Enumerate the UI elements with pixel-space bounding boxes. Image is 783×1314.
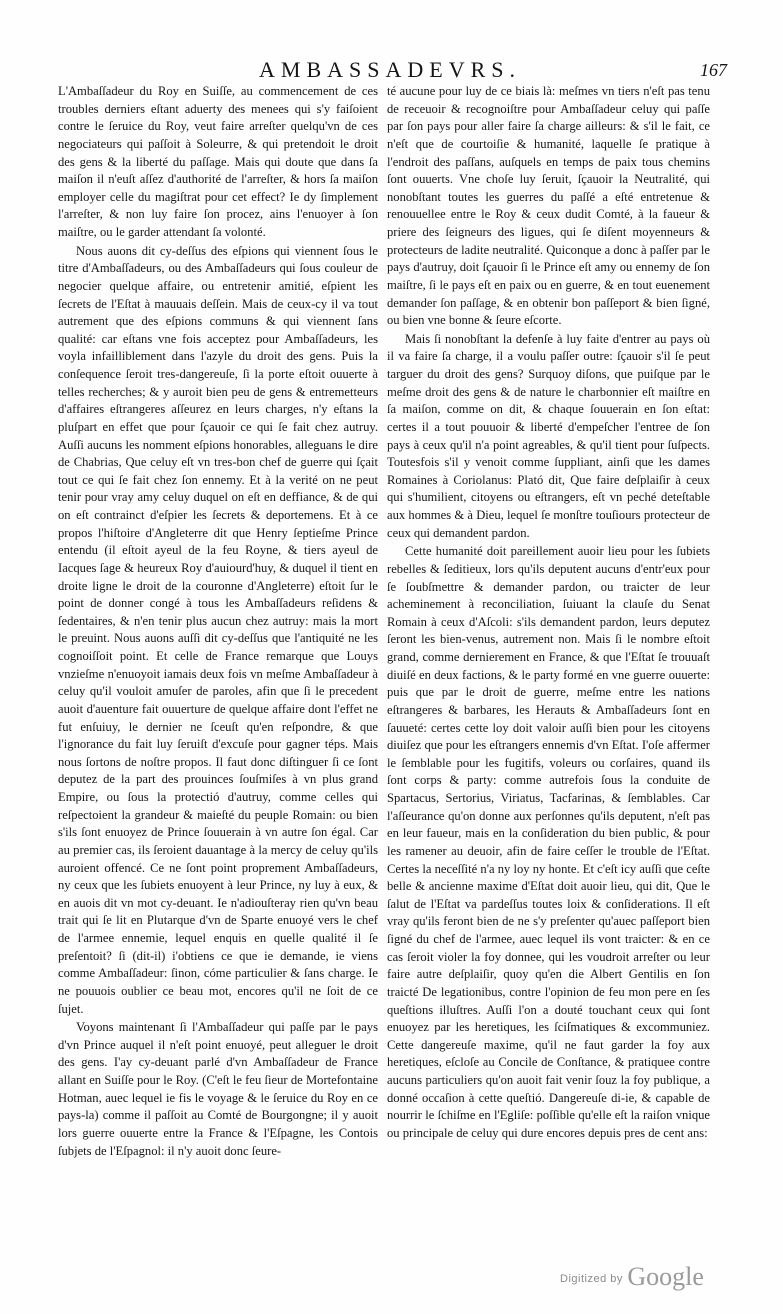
right-column [387,83,710,1143]
page-number: 167 [700,60,727,80]
paragraph: L'Ambaſſadeur du Roy en Suiſſe, au commencement de ces troubles derniers eſtant aduerty des menees qui s'y faiſoient contre le ſeruice du Roy, veut faire arreſter quelqu'vn de ces negociateurs qui paſſoit à Soleurre, & qui pretendoit le droit des gens & la liberté du paſſage. Mais qui doute que dans ſa maiſon il n'euſt aſſez d'authorité de l'arreſter, & hors ſa maiſon employer celle du magiſtrat pour cet effect? Ie dy ſimplement l'arreſter, & non luy faire ſon procez, ains l'enuoyer à ſon maiſtre, ou le garder attendant ſa volonté. [58,84,378,239]
paragraph: Mais ſi nonobſtant la defenſe à luy faite d'entrer au pays où il va faire ſa charge, il a voulu paſſer outre: ſçauoir s'il ſe peut targuer du droit des gens? Surquoy diſons, que puiſque par le meſme droit des gens & de nature le charbonnier eſt maiſtre en ſa maiſon, comme on dit, & chaque ſouuerain en ſon eſtat: certes il a tout pouuoir & liberté d'empeſcher l'entree de ſon pays à ceux qu'il n'a point agreables, & qu'il tient pour ſuſpects. Toutesfois s'il y venoit comme ſuppliant, ainſi que les dames Romaines à Coriolanus: Plató dit, Que faire deſplaiſir à ceux qui s'humilient, citoyens ou eſtrangers, eſt vn peché deteſtable aux hommes & à Dieu, lequel ſe monſtre touſiours protecteur de ceux qui demandent pardon. [387,331,710,540]
paragraph: Voyons maintenant ſi l'Ambaſſadeur qui paſſe par le pays d'vn Prince auquel il n'eſt point enuoyé, peut alleguer le droit des gens. I'ay cy-deuant parlé d'vn Ambaſſadeur de France allant en Suiſſe pour le Roy. (C'eſt le feu ſieur de Mortefontaine Hotman, auec lequel ie fis le voyage & le ſeruice du Roy en ce pays-la) comme il paſſoit au Comté de Bourgongne; il y auoit lors guerre ouuerte entre la France & l'Eſpagne, les Contois ſubjets de l'Eſpagnol: il n'y auoit donc ſeure- [58,1020,378,1158]
digitized-by-label: Digitized by [560,1273,623,1285]
paragraph: Nous auons dit cy-deſſus des eſpions qui viennent ſous le titre d'Ambaſſadeurs, ou des Ambaſſadeurs qui ſous couleur de negocier quelque affaire, ou entretenir amitié, eſpient les ſecrets de l'Eſtat à mauuais deſſein. Mais de ceux-cy il va tout autrement que des eſpions communs & qui viennent ſans qualité: car eſtans vne fois acceptez pour Ambaſſadeurs, les voyla infailliblement dans l'azyle du droit des gens. Puis la conſequence ſeroit tres-dangereuſe, ſi la porte eſtoit ouuerte à telles recherches; & y auroit bien peu de gens & entremetteurs d'affaires eſtrangeres aſſeurez en leurs charges, n'y eſtans la pluſpart en effet que pour ſçauoir ce qui ſe fait chez autruy. Auſſi aucuns les nomment eſpions honorables, alleguans le dire de Chabrias, Que celuy eſt vn tres-bon chef de guerre qui ſçait tout ce qui ſe fait chez ſon ennemy. Et à la verité on ne peut tenir pour vray amy celuy duquel on eſt en deffiance, & de qui on eſt contrainct d'eſpier les ſecrets & deportemens. Et à ce propos l'hiſtoire d'Angleterre dit que Henry ſeptieſme Prince entendu (il eſtoit ayeul de la feu Royne, & tiers ayeul de Iacques ſage & heureux Roy d'auiourd'huy, & duquel il tient en droite ligne le droit de la couronne d'Angleterre) eſtoit ſur le point de donner congé à tous les Ambaſſadeurs reſidens & ſedentaires, & n'en tenir plus aucun chez autruy: mais la mort le preuint. Nous auons auſſi dit cy-deſſus que l'antiquité ne les cognoiſſoit point. Et celle de France remarque que Louys vnzieſme n'enuoyoit iamais deux fois vn meſme Ambaſſadeur à celuy qu'il vouloit amuſer de paroles, afin que ſi le precedent auoit d'auenture fait ouuerture de quelque affaire dont l'effet ne fut enſuiuy, le dernier ne ſceuſt qu'en reſpondre, & que l'ignorance du fait luy ſeruiſt d'excuſe pour gagner téps. Mais nous ſortons de noſtre propos. Il faut donc diſtinguer ſi ce ſont deputez de la part des prouinces ſouſmiſes à vn plus grand Empire, ou ſous la protectió d'autruy, comme celles qui reſpectoient la grandeur & maieſté du peuple Romain: ou bien s'ils ſont enuoyez de Prince ſouuerain à vn autre ſon égal. Car au premier cas, ils ſeroient dauantage à la mercy de celuy qu'ils auroient offencé. Ce ne ſont point proprement Ambaſſadeurs, ny ceux que les ſubiets enuoyent à leur Prince, ny luy à eux, & en auois dit vn mot cy-deuant. Ie n'adiouſteray rien qu'vn beau trait qui ſe lit en Plutarque d'vn de Sparte enuoyé vers le chef de l'armee ennemie, lequel enquis en quelle qualité il ſe preſentoit? ſi (dit-il) i'obtiens ce que ie demande, ie viens comme Ambaſſadeur: ſinon, cóme particulier & ſans charge. Ie ne pouuois oublier ce beau mot, encores qu'il ne ſoit de ce ſujet. [58,243,378,1016]
paragraph: Cette humanité doit pareillement auoir lieu pour les ſubiets rebelles & ſeditieux, lors qu'ils deputent aucuns d'entr'eux pour ſe ſoubſmettre & demander pardon, ou traicter de leur acheminement à reconciliation, ſuiuant la clauſe du Senat Romain à ceux d'Aſcoli: s'ils demandent pardon, leurs deputez ſeront les bien-venus, autrement non. Mais ſi le nombre eſtoit grand, comme dernierement en France, & que l'Eſtat ſe trouuaſt diuiſé en deux factions, & le party formé en vne guerre ouuerte: puis que par le droit de guerre, meſme entre les nations eſtrangeres & barbares, les Herauts & Ambaſſadeurs ſont en ſauueté: certes cette loy doit valoir auſſi bien pour les citoyens diuiſez que pour les eſtrangers ennemis d'vn Eſtat. I'oſe affermer le ſemblable pour les fugitifs, voleurs ou corſaires, quand ils ſont corps & party: comme autrefois ſous la conduite de Spartacus, Sertorius, Viriatus, Tacfarinas, & ſemblables. Car l'aſſeurance qu'on donne aux perſonnes qu'ils deputent, n'eſt pas en leur faueur, mais en la conſideration du bien public, & pour les ramener au deuoir, afin de faire ceſſer le trouble de l'Eſtat. Certes la neceſſité n'a ny loy ny honte. Et c'eſt icy auſſi que ceſte belle & ancienne maxime d'Eſtat doit auoir lieu, qui dit, Que le ſalut de l'Eſtat va pardeſſus toutes loix & conſiderations. Il eſt vray qu'ils feront bien de ne s'y preſenter qu'auec paſſeport bien ſigné du chef de l'armee, auec lequel ils vont traicter: & en ce cas ſeroit violer la foy donnee, qui les voudroit arreſter ou leur faire autre deſplaiſir, quoy qu'en die Albert Gentilis en ſon traicté De legationibus, contre l'opinion de feu mon pere en ſes queſtions illuſtres. Auſſi l'on a douté touchant ceux qui ſont enuoyez par les heretiques, les ſciſmatiques & excommuniez. Cette dangereuſe maxime, qu'il ne faut garder la foy aux heretiques, eſcloſe au Concile de Conſtance, & pratiquee contre aucuns particuliers qu'on auoit fait venir ſouz la foy publique, a donné occaſion à cette queſtió. Dangereuſe di-ie, & capable de nourrir le ſchiſme en l'Egliſe: poſſible qu'elle eſt la raiſon vnique ou principale de celuy qui dure encores depuis pres de cent ans: [387,544,710,1140]
left-column [58,83,378,1160]
google-logo: Google [627,1262,704,1291]
running-title: AMBASSADEVRS. [259,57,521,82]
paragraph: té aucune pour luy de ce biais là: meſmes vn tiers n'eſt pas tenu de receuoir & recognoiſtre pour Ambaſſadeur celuy qui paſſe par ſon pays pour aller faire ſa charge ailleurs: & s'il le fait, ce n'eſt que de courtoiſie & humanité, laquelle ſe pratique à l'endroit des paſſans, auſquels en temps de paix tous chemins ſont ouuerts. Vne choſe luy ſeruit, ſçauoir la Neutralité, qui nonobſtant toutes les guerres du paſſé a eſté entretenue & renouuellee entre le Roy & ceux dudit Comté, à la faueur & priere des ſeigneurs des ligues, qui ſe diſent moyenneurs & protecteurs de ladite neutralité. Quiconque a donc à paſſer par le pays d'autruy, doit ſçauoir ſi le Prince eſt amy ou ennemy de ſon maiſtre, ſi le pays eſt en paix ou en guerre, & en tout euenement demander ſon paſſage, & en obtenir bon paſſeport & bien ſigné, ou bien vne bonne & ſeure eſcorte. [387,84,710,328]
digitized-by-watermark [560,1262,704,1292]
